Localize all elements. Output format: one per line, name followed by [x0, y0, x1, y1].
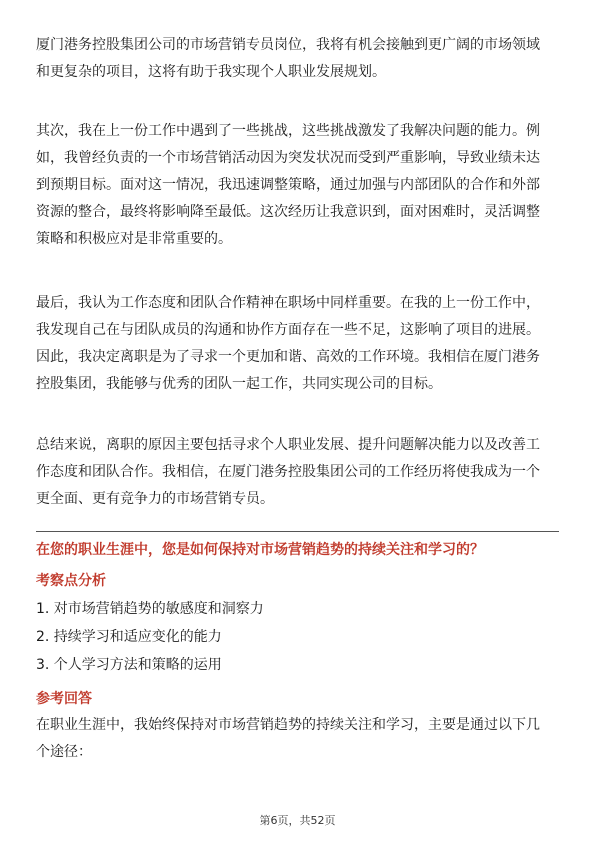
analysis-item: 2. 持续学习和适应变化的能力 — [36, 629, 222, 645]
text-line: 总结来说，离职的原因主要包括寻求个人职业发展、提升问题解决能力以及改善工 — [36, 437, 540, 453]
text-line: 作态度和团队合作。我相信，在厦门港务控股集团公司的工作经历将使我成为一个 — [36, 464, 540, 480]
text-line: 在职业生涯中，我始终保持对市场营销趋势的持续关注和学习，主要是通过以下几 — [36, 717, 540, 733]
text-line: 个途径： — [36, 744, 92, 760]
text-line: 我发现自己在与团队成员的沟通和协作方面存在一些不足，这影响了项目的进展。 — [36, 322, 540, 338]
text-line: 和更复杂的项目，这将有助于我实现个人职业发展规划。 — [36, 64, 386, 80]
analysis-title: 考察点分析 — [36, 573, 106, 589]
answer-title: 参考回答 — [36, 691, 92, 707]
section-divider — [36, 531, 559, 532]
page-footer: 第6页，共52页 — [259, 814, 336, 827]
paragraph-1 — [36, 32, 560, 86]
text-line: 因此，我决定离职是为了寻求一个更加和谐、高效的工作环境。我相信在厦门港务 — [36, 349, 540, 365]
text-line: 控股集团，我能够与优秀的团队一起工作，共同实现公司的目标。 — [36, 376, 442, 392]
question-heading: 在您的职业生涯中，您是如何保持对市场营销趋势的持续关注和学习的？ — [36, 542, 484, 558]
text-line: 厦门港务控股集团公司的市场营销专员岗位，我将有机会接触到更广阔的市场领域 — [36, 37, 540, 53]
text-line: 其次，我在上一份工作中遇到了一些挑战，这些挑战激发了我解决问题的能力。例 — [36, 123, 540, 139]
text-line: 如，我曾经负责的一个市场营销活动因为突发状况而受到严重影响，导致业绩未达 — [36, 150, 540, 166]
analysis-item: 3. 个人学习方法和策略的运用 — [36, 657, 222, 673]
paragraph-4 — [36, 432, 560, 513]
paragraph-2 — [36, 118, 560, 253]
text-line: 最后，我认为工作态度和团队合作精神在职场中同样重要。在我的上一份工作中， — [36, 295, 540, 311]
text-line: 到预期目标。面对这一情况，我迅速调整策略，通过加强与内部团队的合作和外部 — [36, 177, 540, 193]
text-line: 更全面、更有竞争力的市场营销专员。 — [36, 491, 274, 507]
analysis-item: 1. 对市场营销趋势的敏感度和洞察力 — [36, 601, 264, 617]
text-line: 资源的整合，最终将影响降至最低。这次经历让我意识到，面对困难时，灵活调整 — [36, 204, 540, 220]
answer-paragraph — [36, 712, 560, 766]
text-line: 策略和积极应对是非常重要的。 — [36, 231, 232, 247]
paragraph-3 — [36, 290, 560, 398]
